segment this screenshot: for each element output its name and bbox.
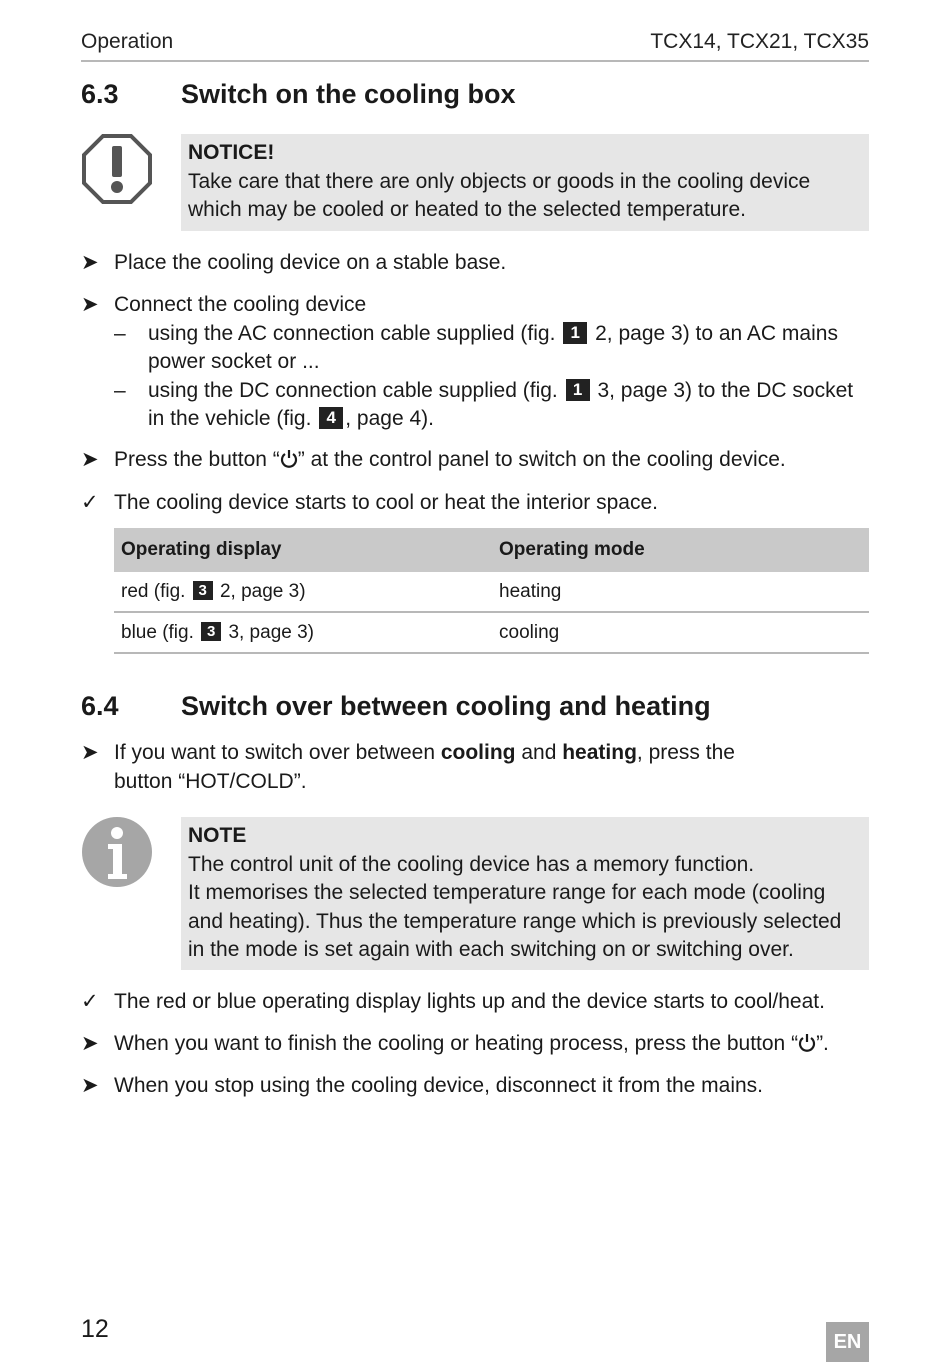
table-cell: cooling [499,621,560,643]
step-text: and [515,741,563,764]
section-number: 6.4 [81,691,119,721]
column-header: Operating mode [499,539,645,560]
check-icon: ✓ [81,990,99,1013]
note-box [181,817,869,970]
dash-bullet: – [114,378,126,402]
notice-box [181,134,869,231]
instruction-step [81,249,871,278]
language-tab: EN [826,1322,869,1362]
sub-step-text: using the DC connection cable supplied (fig. [148,378,558,402]
sub-step [114,377,869,434]
arrow-icon: ➤ [81,1074,99,1097]
notice-text: Take care that there are only objects or goods in the cooling device which may be cooled or heated to the selected temperature. [188,169,811,221]
section-title: Switch on the cooling box [181,79,516,109]
table-cell: heating [499,580,562,602]
header-models: TCX14, TCX21, TCX35 [650,30,869,53]
table-cell: 3, page 3) [228,621,315,643]
note-text: It memorises the selected temperature range for each mode (cooling and heating). Thus the temperature range which is previously selected in the mode is set again with each switching on or switching over. [188,881,842,961]
result-text: The cooling device starts to cool or heat the interior space. [114,491,658,514]
step-text: ”. [816,1032,829,1055]
result-step [81,988,871,1017]
step-text: Press the button “ [114,448,280,471]
power-icon [280,449,298,469]
figure-badge: 4 [319,407,343,429]
step-text: When you want to finish the cooling or heating process, press the button “ [114,1032,799,1055]
table-header-row [114,528,869,572]
step-text: Place the cooling device on a stable base. [114,251,507,274]
power-icon [798,1033,816,1053]
table-row [114,613,869,654]
info-icon [81,816,153,893]
figure-badge: 3 [193,581,213,600]
header-rule [81,60,869,62]
section-title: Switch over between cooling and heating [181,691,711,721]
column-header: Operating display [121,539,282,560]
arrow-icon: ➤ [81,1032,99,1055]
step-text: ” at the control panel to switch on the cooling device. [297,448,786,471]
arrow-icon: ➤ [81,448,99,471]
step-text: When you stop using the cooling device, disconnect it from the mains. [114,1074,764,1097]
figure-badge: 1 [566,379,590,401]
operating-table [114,528,869,654]
arrow-icon: ➤ [81,293,99,316]
table-cell: blue (fig. [121,621,194,643]
table-cell: red (fig. [121,580,186,602]
figure-badge: 1 [563,322,587,344]
note-text: The control unit of the cooling device has a memory function. [188,852,755,876]
sub-step [114,320,869,377]
dash-bullet: – [114,321,126,345]
step-text: Connect the cooling device [114,293,367,316]
step-text-bold: cooling [440,741,516,764]
instruction-step [81,1072,871,1101]
sub-step-text: using the AC connection cable supplied (fig. [148,321,556,345]
arrow-icon: ➤ [81,251,99,274]
notice-icon [81,133,153,210]
sub-step-text: 3, page 3) to the DC socket in the vehicle (fig. [148,378,854,430]
step-text: , press the button “HOT/COLD”. [114,741,735,793]
header-section: Operation [81,30,174,53]
instruction-step [81,291,871,434]
section-number: 6.3 [81,79,119,109]
instruction-step [81,446,871,475]
result-step [81,489,871,518]
figure-badge: 3 [201,622,221,641]
sub-step-text: , page 4). [345,407,434,430]
result-text: The red or blue operating display lights up and the device starts to cool/heat. [114,990,825,1013]
arrow-icon: ➤ [81,741,99,764]
instruction-step [81,739,871,796]
sub-step-text: 2, page 3) to an AC mains power socket or ... [148,321,838,373]
notice-heading: NOTICE! [188,141,275,164]
instruction-step [81,1030,871,1059]
page-number: 12 [81,1315,109,1343]
note-heading: NOTE [188,824,247,847]
step-text-bold: heating [562,741,637,764]
check-icon: ✓ [81,491,99,514]
step-text: If you want to switch over between [114,741,441,764]
table-row [114,572,869,613]
table-cell: 2, page 3) [219,580,306,602]
